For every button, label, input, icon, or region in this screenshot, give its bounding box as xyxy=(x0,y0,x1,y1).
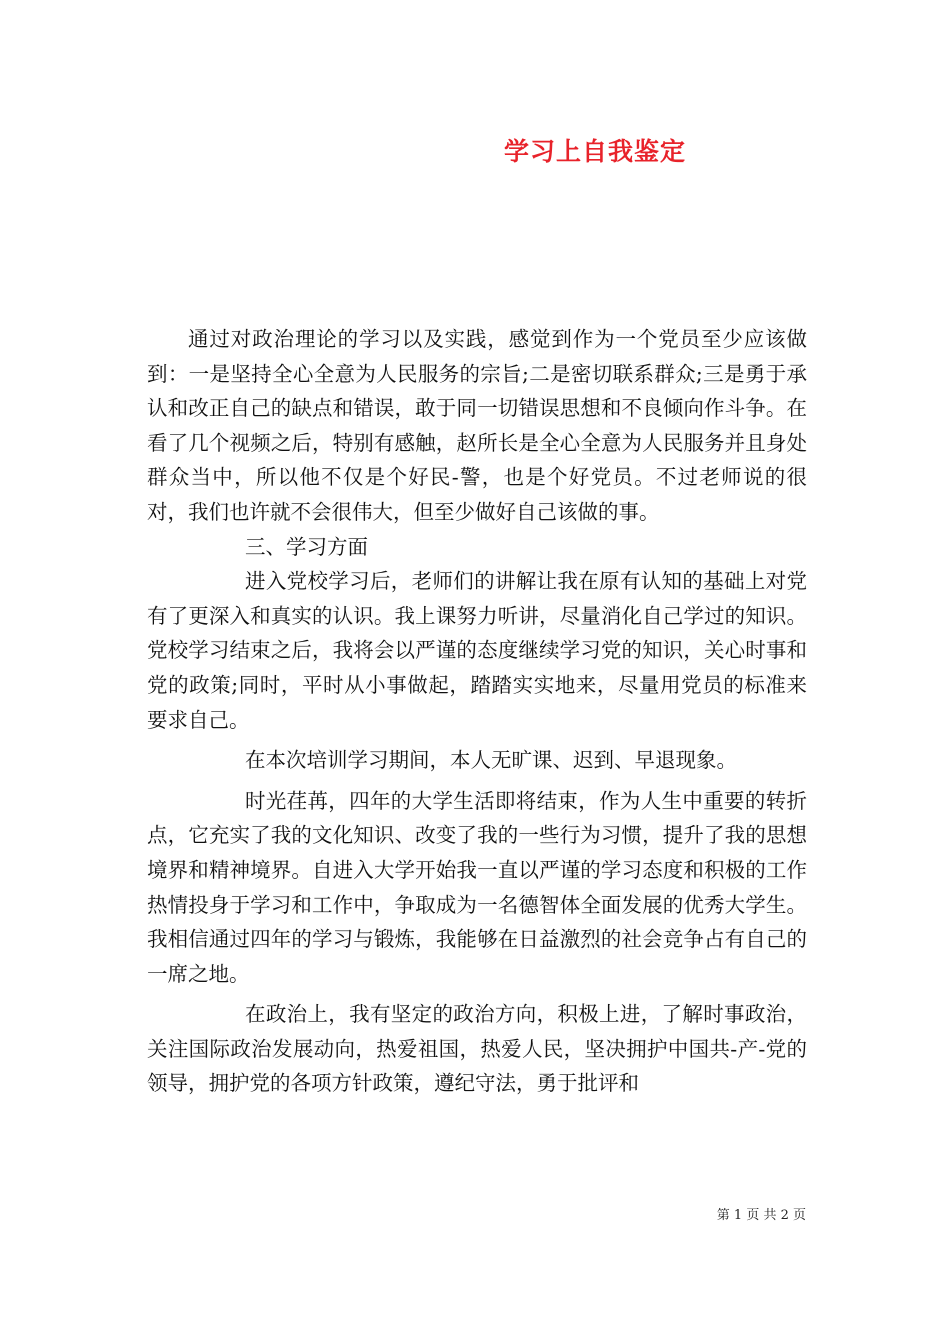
page-number-footer: 第 1 页 共 2 页 xyxy=(716,1208,806,1223)
paragraph-attendance: 在本次培训学习期间，本人无旷课、迟到、早退现象。 xyxy=(245,748,737,773)
document-body xyxy=(147,322,807,1101)
section-heading-study: 三、学习方面 xyxy=(245,534,368,559)
page-title: 学习上自我鉴定 xyxy=(503,137,686,166)
paragraph-party-member-duties: 通过对政治理论的学习以及实践，感觉到作为一个党员至少应该做到：一是坚持全心全意为人民服务的宗旨;二是密切联系群众;三是勇于承认和改正自己的缺点和错误，敢于同一切错误思想和不良倾向作斗争。在看了几个视频之后，特别有感触，赵所长是全心全意为人民服务并且身处群众当中，所以他不仅是个好民-警，也是个好党员。不过老师说的很对，我们也许就不会很伟大，但至少做好自己该做的事。 xyxy=(147,327,807,524)
paragraph-university-life: 时光荏苒，四年的大学生活即将结束，作为人生中重要的转折点，它充实了我的文化知识、改变了我的一些行为习惯，提升了我的思想境界和精神境界。自进入大学开始我一直以严谨的学习态度和积极的工作热情投身于学习和工作中，争取成为一名德智体全面发展的优秀大学生。我相信通过四年的学习与锻炼，我能够在日益激烈的社会竞争占有自己的一席之地。 xyxy=(147,788,807,986)
paragraph-party-school-study: 进入党校学习后，老师们的讲解让我在原有认知的基础上对党有了更深入和真实的认识。我上课努力听讲，尽量消化自己学过的知识。党校学习结束之后，我将会以严谨的态度继续学习党的知识，关心时事和党的政策;同时，平时从小事做起，踏踏实实地来，尽量用党员的标准来要求自己。 xyxy=(147,569,807,732)
paragraph-politics: 在政治上，我有坚定的政治方向，积极上进，了解时事政治，关注国际政治发展动向，热爱祖国，热爱人民，坚决拥护中国共-产-党的领导，拥护党的各项方针政策，遵纪守法，勇于批评和 xyxy=(147,1002,807,1096)
